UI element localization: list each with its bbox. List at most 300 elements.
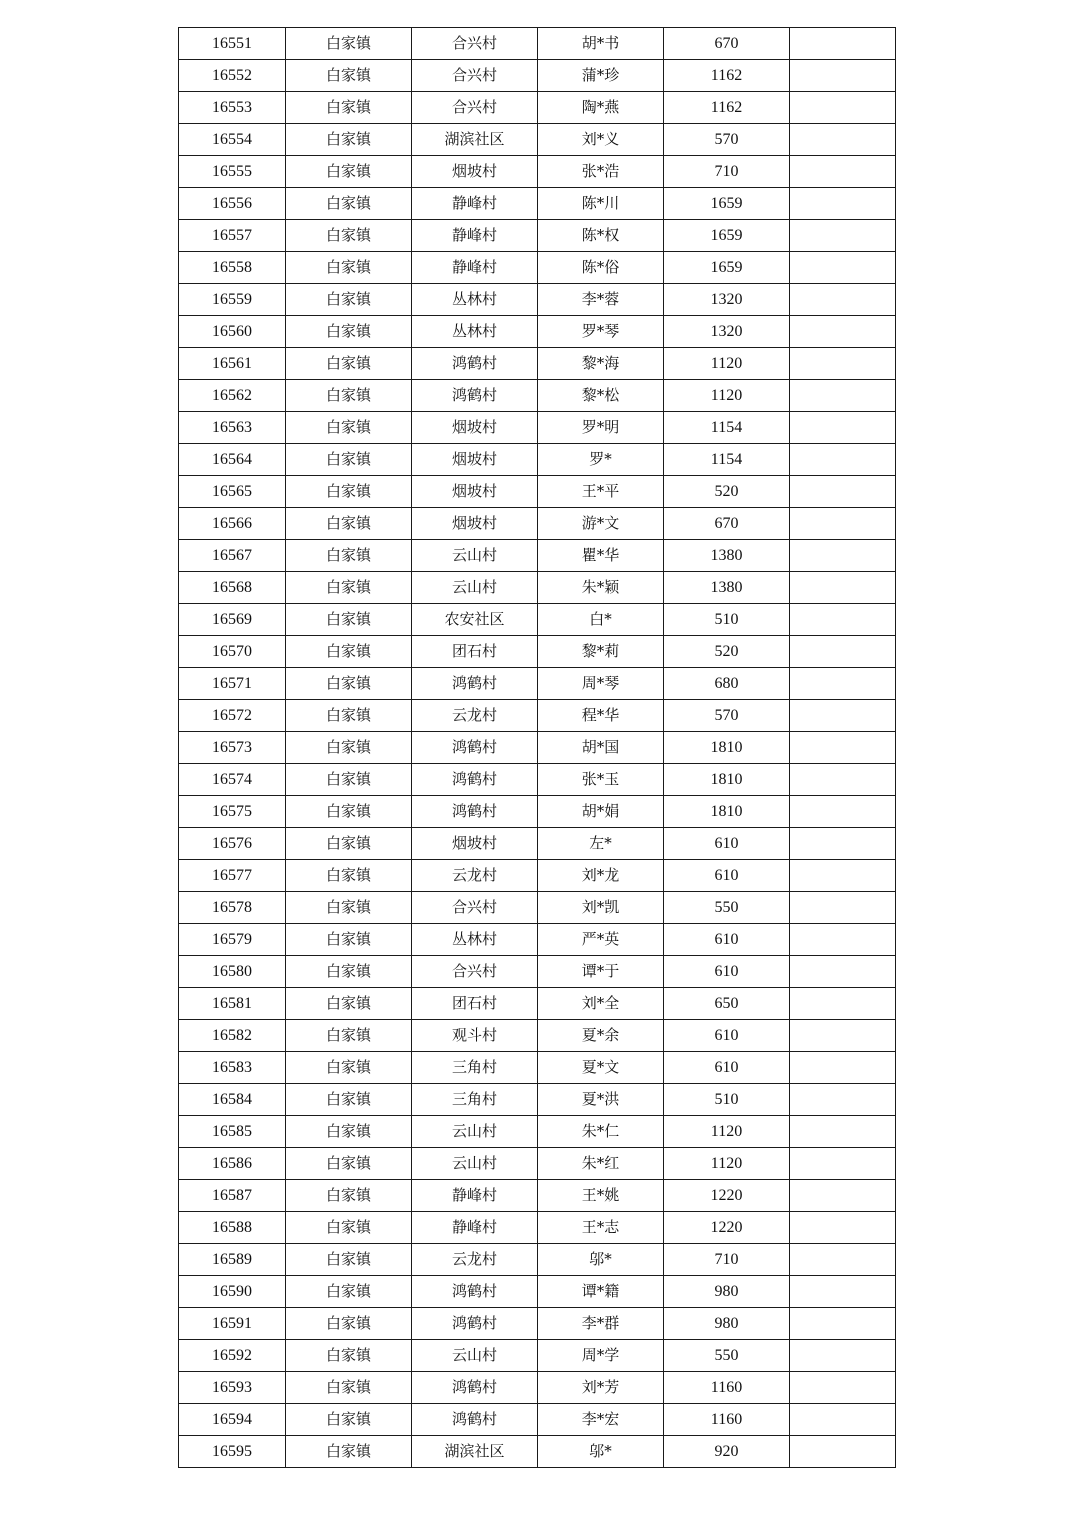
note-cell (790, 1308, 896, 1340)
serial-number-cell: 16579 (179, 924, 286, 956)
serial-number-cell: 16594 (179, 1404, 286, 1436)
serial-number-cell: 16574 (179, 764, 286, 796)
serial-number-cell: 16564 (179, 444, 286, 476)
village-cell: 湖滨社区 (412, 1436, 538, 1468)
village-cell: 静峰村 (412, 1212, 538, 1244)
town-cell: 白家镇 (286, 1340, 412, 1372)
note-cell (790, 1020, 896, 1052)
table-row (179, 188, 896, 220)
person-name-cell: 游*文 (538, 508, 664, 540)
town-cell: 白家镇 (286, 60, 412, 92)
village-cell: 烟坡村 (412, 444, 538, 476)
person-name-cell: 刘*义 (538, 124, 664, 156)
town-cell: 白家镇 (286, 380, 412, 412)
table-row (179, 1084, 896, 1116)
village-cell: 鸿鹤村 (412, 668, 538, 700)
serial-number-cell: 16568 (179, 572, 286, 604)
amount-cell: 670 (664, 508, 790, 540)
village-cell: 烟坡村 (412, 476, 538, 508)
person-name-cell: 周*学 (538, 1340, 664, 1372)
village-cell: 鸿鹤村 (412, 732, 538, 764)
person-name-cell: 蒲*珍 (538, 60, 664, 92)
table-row (179, 860, 896, 892)
town-cell: 白家镇 (286, 924, 412, 956)
town-cell: 白家镇 (286, 1308, 412, 1340)
town-cell: 白家镇 (286, 1404, 412, 1436)
table-row (179, 540, 896, 572)
person-name-cell: 谭*籍 (538, 1276, 664, 1308)
person-name-cell: 程*华 (538, 700, 664, 732)
amount-cell: 710 (664, 156, 790, 188)
village-cell: 合兴村 (412, 956, 538, 988)
person-name-cell: 张*玉 (538, 764, 664, 796)
town-cell: 白家镇 (286, 764, 412, 796)
note-cell (790, 892, 896, 924)
serial-number-cell: 16595 (179, 1436, 286, 1468)
town-cell: 白家镇 (286, 572, 412, 604)
amount-cell: 520 (664, 636, 790, 668)
serial-number-cell: 16591 (179, 1308, 286, 1340)
person-name-cell: 王*姚 (538, 1180, 664, 1212)
town-cell: 白家镇 (286, 1180, 412, 1212)
table-row (179, 956, 896, 988)
amount-cell: 1120 (664, 1148, 790, 1180)
serial-number-cell: 16582 (179, 1020, 286, 1052)
town-cell: 白家镇 (286, 444, 412, 476)
town-cell: 白家镇 (286, 1052, 412, 1084)
serial-number-cell: 16567 (179, 540, 286, 572)
town-cell: 白家镇 (286, 220, 412, 252)
person-name-cell: 刘*芳 (538, 1372, 664, 1404)
serial-number-cell: 16576 (179, 828, 286, 860)
amount-cell: 1810 (664, 764, 790, 796)
person-name-cell: 夏*文 (538, 1052, 664, 1084)
amount-cell: 680 (664, 668, 790, 700)
roster-table-body (179, 28, 896, 1468)
village-cell: 团石村 (412, 988, 538, 1020)
table-row (179, 988, 896, 1020)
village-cell: 湖滨社区 (412, 124, 538, 156)
town-cell: 白家镇 (286, 1244, 412, 1276)
note-cell (790, 604, 896, 636)
table-row (179, 92, 896, 124)
amount-cell: 1154 (664, 444, 790, 476)
person-name-cell: 张*浩 (538, 156, 664, 188)
village-cell: 云龙村 (412, 700, 538, 732)
person-name-cell: 黎*莉 (538, 636, 664, 668)
town-cell: 白家镇 (286, 1084, 412, 1116)
amount-cell: 980 (664, 1276, 790, 1308)
town-cell: 白家镇 (286, 124, 412, 156)
note-cell (790, 316, 896, 348)
table-row (179, 348, 896, 380)
table-row (179, 1052, 896, 1084)
village-cell: 鸿鹤村 (412, 1308, 538, 1340)
town-cell: 白家镇 (286, 1372, 412, 1404)
person-name-cell: 朱*红 (538, 1148, 664, 1180)
amount-cell: 1380 (664, 572, 790, 604)
village-cell: 云山村 (412, 1340, 538, 1372)
amount-cell: 1120 (664, 380, 790, 412)
town-cell: 白家镇 (286, 796, 412, 828)
table-row (179, 764, 896, 796)
village-cell: 合兴村 (412, 92, 538, 124)
table-row (179, 124, 896, 156)
town-cell: 白家镇 (286, 252, 412, 284)
town-cell: 白家镇 (286, 732, 412, 764)
table-row (179, 1116, 896, 1148)
note-cell (790, 380, 896, 412)
serial-number-cell: 16560 (179, 316, 286, 348)
person-name-cell: 陈*川 (538, 188, 664, 220)
serial-number-cell: 16566 (179, 508, 286, 540)
serial-number-cell: 16589 (179, 1244, 286, 1276)
note-cell (790, 1372, 896, 1404)
person-name-cell: 陈*权 (538, 220, 664, 252)
note-cell (790, 1180, 896, 1212)
note-cell (790, 156, 896, 188)
village-cell: 鸿鹤村 (412, 764, 538, 796)
table-row (179, 604, 896, 636)
serial-number-cell: 16565 (179, 476, 286, 508)
village-cell: 云山村 (412, 1148, 538, 1180)
amount-cell: 1659 (664, 220, 790, 252)
serial-number-cell: 16573 (179, 732, 286, 764)
village-cell: 鸿鹤村 (412, 1404, 538, 1436)
amount-cell: 1160 (664, 1404, 790, 1436)
table-row (179, 412, 896, 444)
town-cell: 白家镇 (286, 540, 412, 572)
serial-number-cell: 16572 (179, 700, 286, 732)
town-cell: 白家镇 (286, 636, 412, 668)
table-row (179, 1436, 896, 1468)
table-row (179, 60, 896, 92)
table-row (179, 380, 896, 412)
village-cell: 观斗村 (412, 1020, 538, 1052)
note-cell (790, 188, 896, 220)
serial-number-cell: 16585 (179, 1116, 286, 1148)
village-cell: 丛林村 (412, 284, 538, 316)
table-row (179, 1308, 896, 1340)
amount-cell: 610 (664, 828, 790, 860)
serial-number-cell: 16587 (179, 1180, 286, 1212)
table-row (179, 220, 896, 252)
person-name-cell: 王*志 (538, 1212, 664, 1244)
serial-number-cell: 16584 (179, 1084, 286, 1116)
amount-cell: 610 (664, 956, 790, 988)
person-name-cell: 陶*燕 (538, 92, 664, 124)
amount-cell: 610 (664, 860, 790, 892)
note-cell (790, 636, 896, 668)
village-cell: 鸿鹤村 (412, 380, 538, 412)
table-row (179, 1276, 896, 1308)
table-row (179, 252, 896, 284)
table-row (179, 1340, 896, 1372)
town-cell: 白家镇 (286, 700, 412, 732)
person-name-cell: 王*平 (538, 476, 664, 508)
note-cell (790, 1244, 896, 1276)
note-cell (790, 348, 896, 380)
table-row (179, 28, 896, 60)
village-cell: 烟坡村 (412, 828, 538, 860)
note-cell (790, 668, 896, 700)
village-cell: 静峰村 (412, 220, 538, 252)
town-cell: 白家镇 (286, 412, 412, 444)
town-cell: 白家镇 (286, 28, 412, 60)
serial-number-cell: 16569 (179, 604, 286, 636)
person-name-cell: 周*琴 (538, 668, 664, 700)
amount-cell: 610 (664, 1020, 790, 1052)
serial-number-cell: 16551 (179, 28, 286, 60)
village-cell: 农安社区 (412, 604, 538, 636)
serial-number-cell: 16575 (179, 796, 286, 828)
village-cell: 云山村 (412, 572, 538, 604)
note-cell (790, 444, 896, 476)
person-name-cell: 黎*海 (538, 348, 664, 380)
person-name-cell: 夏*洪 (538, 1084, 664, 1116)
person-name-cell: 李*蓉 (538, 284, 664, 316)
note-cell (790, 1052, 896, 1084)
person-name-cell: 夏*余 (538, 1020, 664, 1052)
person-name-cell: 刘*全 (538, 988, 664, 1020)
note-cell (790, 700, 896, 732)
serial-number-cell: 16563 (179, 412, 286, 444)
table-row (179, 508, 896, 540)
town-cell: 白家镇 (286, 892, 412, 924)
village-cell: 合兴村 (412, 892, 538, 924)
note-cell (790, 28, 896, 60)
note-cell (790, 412, 896, 444)
person-name-cell: 朱*颖 (538, 572, 664, 604)
note-cell (790, 1404, 896, 1436)
person-name-cell: 黎*松 (538, 380, 664, 412)
serial-number-cell: 16555 (179, 156, 286, 188)
village-cell: 团石村 (412, 636, 538, 668)
serial-number-cell: 16557 (179, 220, 286, 252)
village-cell: 鸿鹤村 (412, 348, 538, 380)
village-cell: 烟坡村 (412, 508, 538, 540)
serial-number-cell: 16578 (179, 892, 286, 924)
table-row (179, 1404, 896, 1436)
town-cell: 白家镇 (286, 1020, 412, 1052)
table-row (179, 636, 896, 668)
note-cell (790, 508, 896, 540)
note-cell (790, 1340, 896, 1372)
serial-number-cell: 16593 (179, 1372, 286, 1404)
person-name-cell: 罗* (538, 444, 664, 476)
person-name-cell: 罗*明 (538, 412, 664, 444)
amount-cell: 670 (664, 28, 790, 60)
table-row (179, 1372, 896, 1404)
amount-cell: 1220 (664, 1180, 790, 1212)
serial-number-cell: 16588 (179, 1212, 286, 1244)
note-cell (790, 476, 896, 508)
person-name-cell: 李*宏 (538, 1404, 664, 1436)
serial-number-cell: 16553 (179, 92, 286, 124)
person-name-cell: 胡*国 (538, 732, 664, 764)
note-cell (790, 924, 896, 956)
amount-cell: 980 (664, 1308, 790, 1340)
table-row (179, 1212, 896, 1244)
town-cell: 白家镇 (286, 604, 412, 636)
amount-cell: 1154 (664, 412, 790, 444)
town-cell: 白家镇 (286, 956, 412, 988)
serial-number-cell: 16570 (179, 636, 286, 668)
village-cell: 静峰村 (412, 1180, 538, 1212)
note-cell (790, 572, 896, 604)
village-cell: 三角村 (412, 1052, 538, 1084)
village-cell: 云山村 (412, 540, 538, 572)
person-name-cell: 左* (538, 828, 664, 860)
serial-number-cell: 16571 (179, 668, 286, 700)
village-cell: 丛林村 (412, 316, 538, 348)
town-cell: 白家镇 (286, 1212, 412, 1244)
village-cell: 静峰村 (412, 252, 538, 284)
serial-number-cell: 16577 (179, 860, 286, 892)
person-name-cell: 陈*俗 (538, 252, 664, 284)
person-name-cell: 邬* (538, 1244, 664, 1276)
note-cell (790, 1276, 896, 1308)
serial-number-cell: 16583 (179, 1052, 286, 1084)
amount-cell: 1160 (664, 1372, 790, 1404)
table-row (179, 700, 896, 732)
person-name-cell: 罗*琴 (538, 316, 664, 348)
roster-table (178, 27, 896, 1468)
note-cell (790, 220, 896, 252)
serial-number-cell: 16581 (179, 988, 286, 1020)
village-cell: 丛林村 (412, 924, 538, 956)
village-cell: 鸿鹤村 (412, 1372, 538, 1404)
village-cell: 合兴村 (412, 28, 538, 60)
table-row (179, 668, 896, 700)
amount-cell: 920 (664, 1436, 790, 1468)
village-cell: 云山村 (412, 1116, 538, 1148)
table-row (179, 828, 896, 860)
person-name-cell: 胡*娟 (538, 796, 664, 828)
note-cell (790, 1148, 896, 1180)
note-cell (790, 92, 896, 124)
amount-cell: 510 (664, 604, 790, 636)
table-row (179, 796, 896, 828)
person-name-cell: 李*群 (538, 1308, 664, 1340)
amount-cell: 570 (664, 700, 790, 732)
table-row (179, 924, 896, 956)
town-cell: 白家镇 (286, 1116, 412, 1148)
note-cell (790, 860, 896, 892)
note-cell (790, 124, 896, 156)
village-cell: 鸿鹤村 (412, 796, 538, 828)
table-row (179, 572, 896, 604)
town-cell: 白家镇 (286, 1148, 412, 1180)
town-cell: 白家镇 (286, 668, 412, 700)
town-cell: 白家镇 (286, 1276, 412, 1308)
table-row (179, 892, 896, 924)
serial-number-cell: 16592 (179, 1340, 286, 1372)
serial-number-cell: 16559 (179, 284, 286, 316)
amount-cell: 510 (664, 1084, 790, 1116)
amount-cell: 550 (664, 1340, 790, 1372)
note-cell (790, 732, 896, 764)
table-row (179, 732, 896, 764)
amount-cell: 1320 (664, 284, 790, 316)
table-row (179, 1148, 896, 1180)
amount-cell: 1162 (664, 92, 790, 124)
note-cell (790, 956, 896, 988)
village-cell: 合兴村 (412, 60, 538, 92)
village-cell: 云龙村 (412, 860, 538, 892)
table-row (179, 1020, 896, 1052)
table-row (179, 1180, 896, 1212)
person-name-cell: 刘*凯 (538, 892, 664, 924)
table-row (179, 1244, 896, 1276)
amount-cell: 1810 (664, 732, 790, 764)
serial-number-cell: 16562 (179, 380, 286, 412)
note-cell (790, 60, 896, 92)
amount-cell: 1659 (664, 188, 790, 220)
amount-cell: 570 (664, 124, 790, 156)
person-name-cell: 谭*于 (538, 956, 664, 988)
note-cell (790, 540, 896, 572)
note-cell (790, 988, 896, 1020)
village-cell: 三角村 (412, 1084, 538, 1116)
person-name-cell: 胡*书 (538, 28, 664, 60)
person-name-cell: 朱*仁 (538, 1116, 664, 1148)
amount-cell: 520 (664, 476, 790, 508)
note-cell (790, 796, 896, 828)
serial-number-cell: 16558 (179, 252, 286, 284)
serial-number-cell: 16590 (179, 1276, 286, 1308)
town-cell: 白家镇 (286, 188, 412, 220)
amount-cell: 610 (664, 1052, 790, 1084)
town-cell: 白家镇 (286, 860, 412, 892)
amount-cell: 1120 (664, 348, 790, 380)
serial-number-cell: 16552 (179, 60, 286, 92)
amount-cell: 1810 (664, 796, 790, 828)
amount-cell: 1120 (664, 1116, 790, 1148)
town-cell: 白家镇 (286, 508, 412, 540)
village-cell: 烟坡村 (412, 412, 538, 444)
town-cell: 白家镇 (286, 316, 412, 348)
serial-number-cell: 16586 (179, 1148, 286, 1180)
serial-number-cell: 16561 (179, 348, 286, 380)
note-cell (790, 828, 896, 860)
town-cell: 白家镇 (286, 1436, 412, 1468)
village-cell: 鸿鹤村 (412, 1276, 538, 1308)
amount-cell: 1659 (664, 252, 790, 284)
person-name-cell: 白* (538, 604, 664, 636)
person-name-cell: 邬* (538, 1436, 664, 1468)
village-cell: 烟坡村 (412, 156, 538, 188)
serial-number-cell: 16580 (179, 956, 286, 988)
town-cell: 白家镇 (286, 348, 412, 380)
town-cell: 白家镇 (286, 92, 412, 124)
table-row (179, 284, 896, 316)
amount-cell: 550 (664, 892, 790, 924)
note-cell (790, 252, 896, 284)
note-cell (790, 284, 896, 316)
note-cell (790, 1084, 896, 1116)
person-name-cell: 刘*龙 (538, 860, 664, 892)
amount-cell: 1320 (664, 316, 790, 348)
note-cell (790, 1116, 896, 1148)
table-row (179, 444, 896, 476)
serial-number-cell: 16554 (179, 124, 286, 156)
amount-cell: 710 (664, 1244, 790, 1276)
note-cell (790, 1436, 896, 1468)
table-row (179, 316, 896, 348)
town-cell: 白家镇 (286, 988, 412, 1020)
town-cell: 白家镇 (286, 828, 412, 860)
